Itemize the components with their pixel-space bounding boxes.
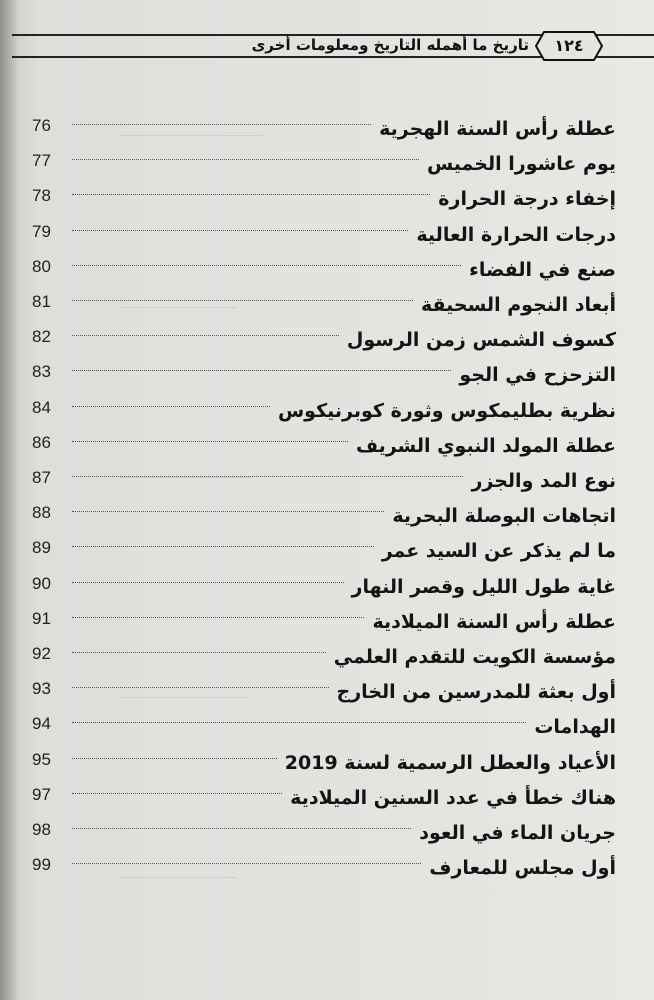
toc-entry xyxy=(0,358,654,394)
toc-entry xyxy=(0,710,654,746)
toc-entry xyxy=(0,147,654,183)
toc-leader-line xyxy=(72,582,344,583)
toc-page-number: 94 xyxy=(32,714,51,734)
toc-page-number: 82 xyxy=(32,327,51,347)
toc-entry xyxy=(0,323,654,359)
toc-entry xyxy=(0,851,654,887)
toc-page-number: 87 xyxy=(32,468,51,487)
toc-entry-title: أول مجلس للمعارف xyxy=(429,857,616,880)
toc-page-number: 88 xyxy=(32,503,51,523)
toc-entry-title: كسوف الشمس زمن الرسول xyxy=(346,329,616,352)
toc-entry-title: التزحزح في الجو xyxy=(459,364,616,387)
toc-page-number: 84 xyxy=(32,397,51,417)
toc-entry xyxy=(0,570,654,606)
toc-leader-line xyxy=(72,265,461,266)
toc-entry xyxy=(0,464,654,500)
toc-entry-title: عطلة المولد النبوي الشريف xyxy=(355,434,616,457)
toc-page-number: 78 xyxy=(32,186,51,206)
toc-entry-title: الهدامات xyxy=(534,716,616,739)
toc-entry-title: إخفاء درجة الحرارة xyxy=(438,188,616,211)
toc-entry xyxy=(0,253,654,289)
toc-entry xyxy=(0,394,654,430)
toc-leader-line xyxy=(72,335,339,336)
toc-entry xyxy=(0,499,654,535)
toc-leader-line xyxy=(72,194,430,195)
toc-page-number: 90 xyxy=(32,573,51,593)
toc-entry xyxy=(0,288,654,324)
toc-page-number: 81 xyxy=(32,292,51,311)
toc-entry-title: يوم عاشورا الخميس xyxy=(426,153,616,176)
toc-leader-line xyxy=(72,230,408,231)
toc-page-number: 76 xyxy=(32,116,51,135)
toc-entry xyxy=(0,816,654,852)
toc-entry xyxy=(0,218,654,254)
toc-leader-line xyxy=(72,687,329,688)
toc-leader-line xyxy=(72,828,411,829)
toc-leader-line xyxy=(72,652,326,653)
toc-page-number: 99 xyxy=(32,855,51,875)
toc-leader-line xyxy=(72,441,348,442)
toc-entry xyxy=(0,640,654,676)
toc-page-number: 91 xyxy=(32,608,51,628)
toc-page-number: 95 xyxy=(32,749,51,769)
toc-page-number: 92 xyxy=(32,644,51,663)
toc-page-number: 93 xyxy=(32,679,51,699)
toc-page-number: 83 xyxy=(32,362,51,382)
toc-entry-title: عطلة رأس السنة الميلادية xyxy=(372,610,616,633)
toc-entry-title: ما لم يذكر عن السيد عمر xyxy=(381,540,616,563)
show-through-text: ――――――――― xyxy=(120,300,237,315)
toc-entry xyxy=(0,781,654,817)
toc-entry-title: درجات الحرارة العالية xyxy=(416,223,616,246)
toc-entry-title: عطلة رأس السنة الهجرية xyxy=(379,118,616,140)
toc-entry-title: هناك خطأ في عدد السنين الميلادية xyxy=(290,786,616,809)
show-through-text: ―――――――――― xyxy=(120,470,250,485)
toc-leader-line xyxy=(72,863,421,864)
show-through-text: ――――――――― xyxy=(120,870,237,885)
show-through-text: ――――――――――― xyxy=(120,128,263,143)
toc-leader-line xyxy=(72,546,374,547)
toc-entry-title: جريان الماء في العود xyxy=(419,822,616,844)
toc-leader-line xyxy=(72,159,419,160)
toc-leader-line xyxy=(72,758,277,759)
toc-page-number: 77 xyxy=(32,151,51,171)
toc-leader-line xyxy=(72,617,364,618)
toc-leader-line xyxy=(72,476,463,477)
running-title: تاريخ ما أهمله التاريخ ومعلومات أخرى xyxy=(251,36,529,54)
toc-leader-line xyxy=(72,511,384,512)
toc-leader-line xyxy=(72,722,526,723)
toc-page-number: 98 xyxy=(32,820,51,839)
toc-leader-line xyxy=(72,300,413,301)
toc-entry xyxy=(0,534,654,570)
toc-entry-title: صنع في الفضاء xyxy=(469,258,616,281)
toc-page-number: 89 xyxy=(32,538,51,558)
toc-entry xyxy=(0,429,654,465)
toc-leader-line xyxy=(72,124,371,125)
toc-entry xyxy=(0,746,654,782)
toc-entry-title: مؤسسة الكويت للتقدم العلمي xyxy=(333,646,616,668)
toc-entry-title: الأعياد والعطل الرسمية لسنة 2019 xyxy=(284,751,616,774)
toc-entry-title: أول بعثة للمدرسين من الخارج xyxy=(336,681,616,704)
page-number: ١٢٤ xyxy=(554,36,584,55)
toc-leader-line xyxy=(72,793,282,794)
toc-entry-title: اتجاهات البوصلة البحرية xyxy=(392,505,616,528)
show-through-text: ―――――――――― xyxy=(120,690,250,705)
toc-entry-title: غاية طول الليل وقصر النهار xyxy=(351,575,616,598)
toc-leader-line xyxy=(72,406,270,407)
toc-entry-title: أبعاد النجوم السحيقة xyxy=(420,294,616,316)
toc-page-number: 86 xyxy=(32,432,51,452)
toc-page-number: 79 xyxy=(32,221,51,241)
toc-entry xyxy=(0,112,654,148)
toc-entry-title: نوع المد والجزر xyxy=(471,470,616,492)
toc-page-number: 97 xyxy=(32,784,51,804)
toc-entry xyxy=(0,675,654,711)
toc-leader-line xyxy=(72,370,451,371)
toc-entry xyxy=(0,605,654,641)
toc-entry xyxy=(0,182,654,218)
toc-page-number: 80 xyxy=(32,256,51,276)
toc-entry-title: نظرية بطليمكوس وثورة كوبرنيكوس xyxy=(277,399,616,422)
